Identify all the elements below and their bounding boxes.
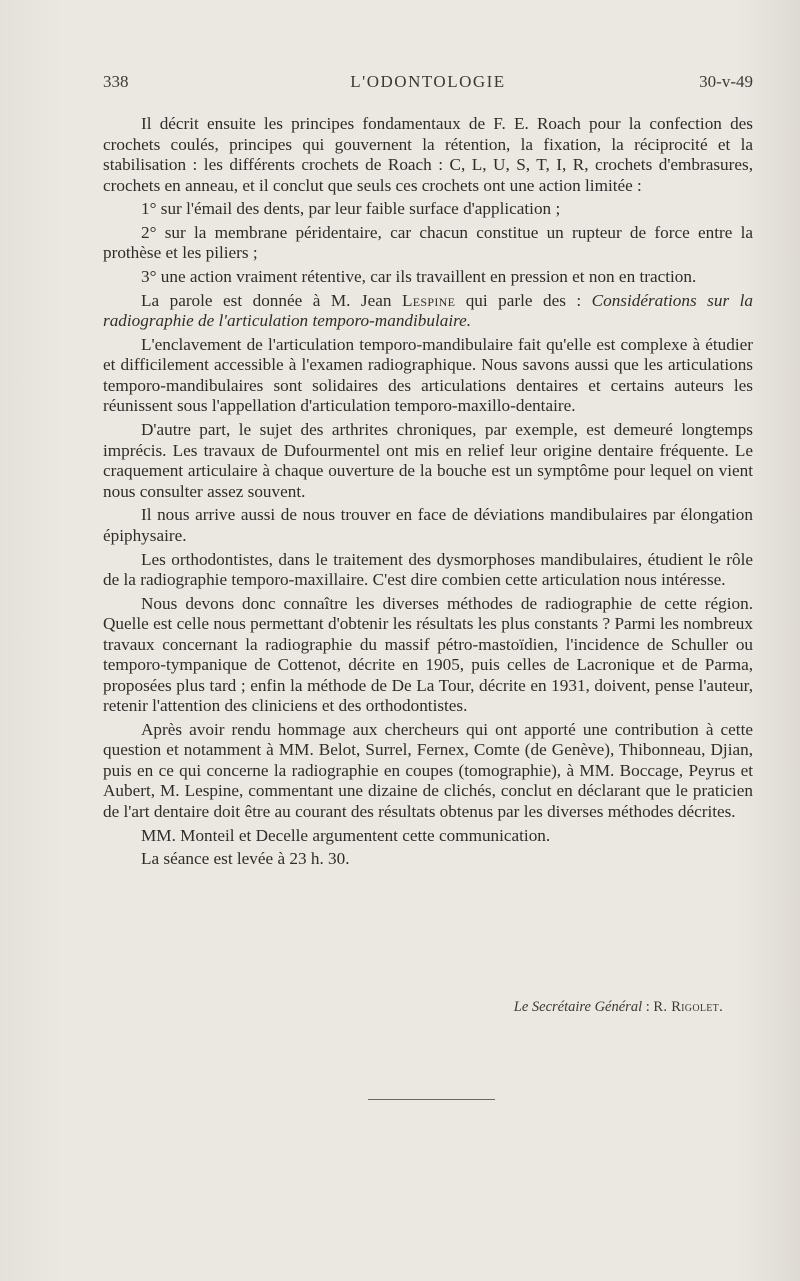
paragraph-item-1: 1° sur l'émail des dents, par leur faible surface d'application ; — [141, 199, 561, 219]
paragraph-deviations: Il nous arrive aussi de nous trouver en face de déviations mandibulaires par élongation épiphysaire. — [103, 505, 753, 545]
lespine-intro-middle: qui parle des : — [455, 290, 592, 310]
signature-line — [103, 999, 723, 1016]
paragraph-methodes: Nous devons donc connaître les diverses méthodes de radiographie de cette région. Quelle est celle nous permettant d'obtenir les résultats les plus constants ? Parmi les nombreux travaux concernant la radiographie du massif pétro-mastoïdien, l'incidence de Schuller ou temporo-tympanique de Cottenot, décrite en 1905, puis celles de Lacronique et de Parma, proposées plus tard ; enfin la méthode de De La Tour, décrite en 1931, doivent, pense l'auteur, retenir l'attention des cliniciens et des orthodontistes. — [103, 593, 753, 716]
page-number: 338 — [103, 72, 129, 91]
talk-title: Considérations sur la radiographie de l'articulation temporo-mandibulaire. — [103, 290, 753, 331]
journal-title: L'ODONTOLOGIE — [350, 72, 506, 91]
article-body — [103, 114, 753, 873]
end-rule-divider — [368, 1099, 495, 1100]
paragraph-enclavement: L'enclavement de l'articulation temporo-mandibulaire fait qu'elle est complexe à étudier et difficilement accessible à l'examen radiographique. Nous savons aussi que les articulations temporo-mandibulaires sont solidaires des articulations dentaires et certains auteurs les réunissent sous l'appellation d'articulation temporo-maxillo-dentaire. — [103, 334, 753, 416]
paragraph-hommage: Après avoir rendu hommage aux chercheurs qui ont apporté une contribution à cette question et notamment à MM. Belot, Surrel, Fernex, Comte (de Genève), Thibonneau, Djian, puis en ce qui concerne la radiographie en coupes (tomographie), à MM. Boccage, Peyrus et Aubert, M. Lespine, commentant une dizaine de clichés, conclut en déclarant que le praticien de l'art dentaire doit être au courant des résultats obtenus par les diverses méthodes décrites. — [103, 719, 753, 821]
paragraph-lespine-intro — [103, 291, 753, 332]
running-header — [103, 72, 753, 94]
paragraph-roach-principles: Il décrit ensuite les principes fondamentaux de F. E. Roach pour la confection des crochets coulés, principes qui gouvernent la rétention, la fixation, la réciprocité et la stabilisation : les différents crochets de Roach : C, L, U, S, T, I, R, crochets d'embrasures, crochets en anneau, et il conclut que seuls ces crochets ont une action limitée : — [103, 114, 753, 195]
paragraph-seance-levee: La séance est levée à 23 h. 30. — [141, 849, 350, 869]
paragraph-arthrites: D'autre part, le sujet des arthrites chroniques, par exemple, est demeuré longtemps imprécis. Les travaux de Dufourmentel ont mis en relief leur origine dentaire fréquente. Le craquement articulaire à chaque ouverture de la bouche est un symptôme pour lequel on vient nous consulter assez souvent. — [103, 420, 753, 501]
paragraph-item-2: 2° sur la membrane péridentaire, car chacun constitue un rupteur de force entre la prothèse et les piliers ; — [103, 222, 753, 263]
paragraph-item-3: 3° une action vraiment rétentive, car ils travaillent en pression et non en traction. — [141, 267, 697, 287]
paragraph-orthodontistes: Les orthodontistes, dans le traitement des dysmorphoses mandibulaires, étudient le rôle de la radiographie temporo-maxillaire. C'est dire combien cette articulation nous intéresse. — [103, 549, 753, 589]
signature-name: R. Rigolet. — [653, 999, 723, 1015]
paragraph-argumentent: MM. Monteil et Decelle argumentent cette communication. — [141, 825, 551, 845]
author-name: Lespine — [401, 290, 456, 310]
issue-date: 30-v-49 — [699, 72, 753, 91]
signature-separator: : — [642, 999, 654, 1015]
lespine-intro-text: La parole est donnée à M. Jean — [141, 290, 402, 310]
signature-role: Le Secrétaire Général — [513, 999, 643, 1015]
